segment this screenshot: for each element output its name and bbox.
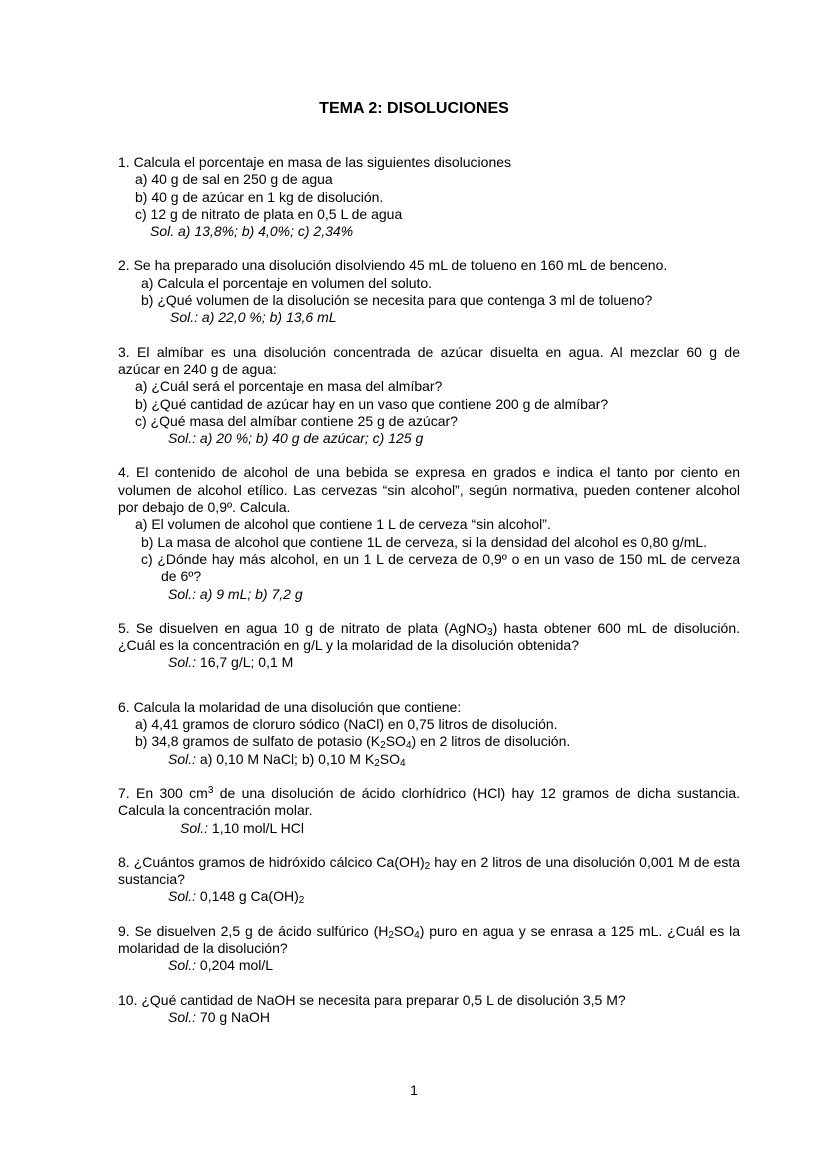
exercise-item: b) 40 g de azúcar en 1 kg de disolución. — [135, 188, 384, 205]
exercise-item: c) ¿Qué masa del almíbar contiene 25 g de azúcar? — [135, 412, 458, 429]
solution: Sol.: 0,204 mol/L — [168, 957, 274, 974]
exercise-item: a) 40 g de sal en 250 g de agua — [135, 171, 333, 188]
page-title: TEMA 2: DISOLUCIONES — [319, 100, 509, 117]
exercise-stem: 6. Calcula la molaridad de una disolución que contiene: — [118, 698, 462, 715]
exercise-stem: 7. En 300 $cm^3$ de una disolución de ácido clorhídrico (HCl) hay 12 gramos de dicha sustancia. Calcula la concentración molar. — [118, 784, 740, 819]
exercise-stem: 2. Se ha preparado una disolución disolviendo 45 mL de tolueno en 160 mL de benceno. — [118, 257, 668, 274]
exercise-stem: 9. Se disuelven 2,5 g de ácido sulfúrico $(H_2SO_4)$ puro en agua y se enrasa a 125 mL. ¿Cuál es la molaridad de la disolución? — [118, 922, 740, 956]
page-number: 1 — [410, 1082, 418, 1098]
solution: Sol. a) 13,8%; b) 4,0%; c) 2,34% — [150, 223, 354, 240]
exercise-list — [118, 154, 740, 1026]
solution: Sol.: a) 22,0 %; b) 13,6 mL — [170, 309, 337, 326]
exercise-7 — [118, 785, 740, 837]
exercise-4 — [118, 464, 740, 602]
exercise-item: c) 12 g de nitrato de plata en 0,5 L de agua — [135, 205, 403, 222]
solution: Sol.: 70 g NaOH — [168, 1008, 270, 1025]
solution: Sol.: 16,7 g/L; 0,1 M — [168, 654, 294, 671]
exercise-item: b) ¿Qué volumen de la disolución se necesita para que contenga 3 ml de tolueno? — [141, 292, 653, 309]
exercise-item: a) El volumen de alcohol que contiene 1 L de cerveza “sin alcohol”. — [135, 516, 551, 533]
exercise-item: a) 4,41 gramos de cloruro sódico (NaCl) en 0,75 litros de disolución. — [135, 716, 558, 733]
exercise-stem: azúcar en 240 g de agua: — [118, 360, 277, 377]
exercise-stem: 5. Se disuelven en agua 10 g de nitrato de plata (AgNO$_3$) hasta obtener 600 mL de disolución. ¿Cuál es la concentración en g/L y la molaridad de la disolución obtenida? — [118, 619, 740, 654]
exercise-2 — [118, 257, 740, 326]
exercise-stem: 10. ¿Qué cantidad de NaOH se necesita para preparar 0,5 L de disolución 3,5 M? — [118, 991, 626, 1008]
exercise-1 — [118, 154, 740, 240]
exercise-6 — [118, 699, 740, 768]
exercise-stem: 1. Calcula el porcentaje en masa de las siguientes disoluciones — [118, 154, 512, 170]
solution: Sol.: a) 0,10 M NaCl; b) 0,10 M $K_2SO_4$ — [168, 750, 406, 769]
exercise-8 — [118, 854, 740, 906]
exercise-3 — [118, 344, 740, 448]
exercise-stem: 4. El contenido de alcohol de una bebida se expresa en grados e indica el tanto por ciento en volumen de alcohol etílico. Las cervezas “sin alcohol”, según normativa, pueden contener alcohol por debajo de 0,9º. Calcula. — [118, 464, 740, 516]
exercise-item: b) 34,8 gramos de sulfato de potasio $(K_2SO_4)$ en 2 litros de disolución. — [135, 733, 571, 752]
solution: Sol.: 1,10 mol/L HCl — [180, 819, 304, 836]
exercise-stem: 3. El almíbar es una disolución concentrada de azúcar disuelta en agua. Al mezclar 60 g de — [118, 343, 740, 360]
solution: Sol.: a) 20 %; b) 40 g de azúcar; c) 125 g — [168, 430, 424, 447]
solution: Sol.: a) 9 mL; b) 7,2 g — [168, 585, 303, 602]
exercise-item: b) La masa de alcohol que contiene 1L de cerveza, si la densidad del alcohol es 0,80 g/mL. — [141, 533, 708, 550]
exercise-item: b) ¿Qué cantidad de azúcar hay en un vaso que contiene 200 g de almíbar? — [135, 395, 609, 412]
exercise-item: a) ¿Cuál será el porcentaje en masa del almíbar? — [135, 378, 443, 395]
exercise-stem: 8. ¿Cuántos gramos de hidróxido cálcico $Ca(OH)_2$ hay en 2 litros de una disolución 0,001 M de esta sustancia? — [118, 853, 740, 888]
solution: Sol.: 0,148 g $Ca(OH)_2$ — [168, 888, 305, 907]
exercise-item: a) Calcula el porcentaje en volumen del soluto. — [141, 274, 433, 291]
exercise-9 — [118, 923, 740, 975]
exercise-item: c) ¿Dónde hay más alcohol, en un 1 L de cerveza de 0,9º o en un vaso de 150 mL de cerveza de 6º? — [141, 550, 740, 585]
exercise-5 — [118, 620, 740, 672]
exercise-10 — [118, 992, 740, 1027]
